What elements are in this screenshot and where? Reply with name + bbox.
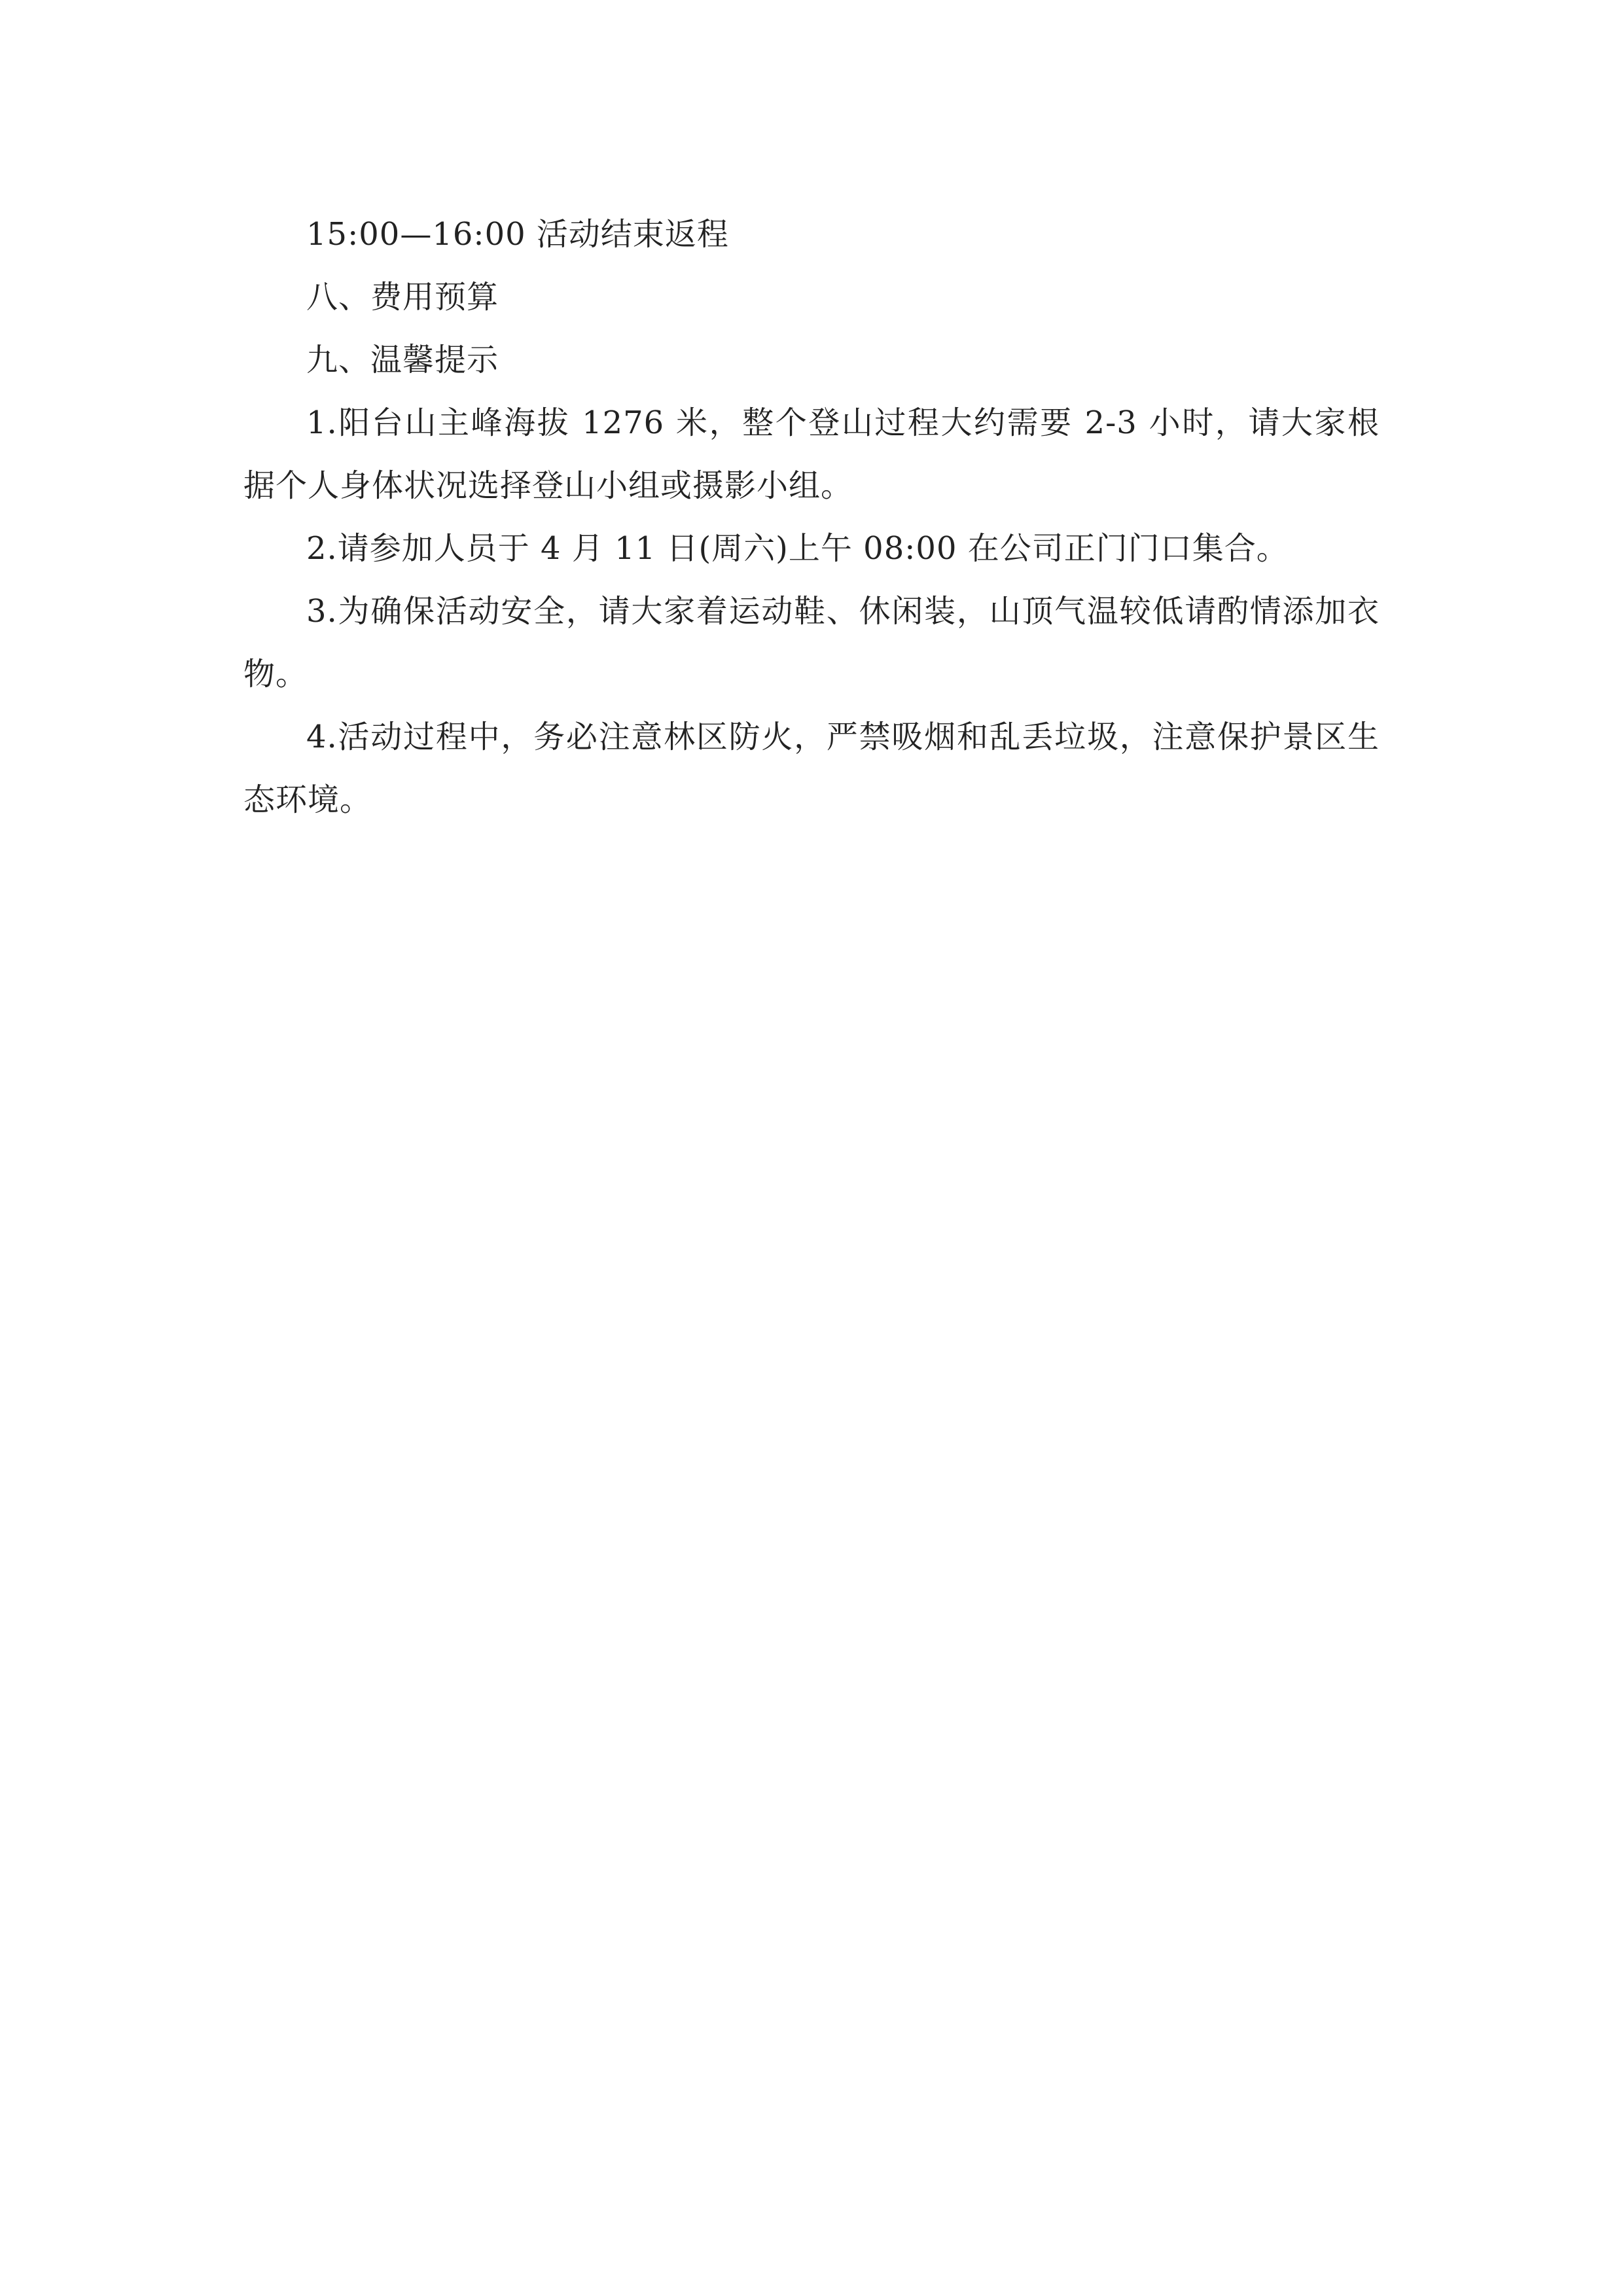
document-body xyxy=(243,203,1380,831)
schedule-end-line: 15:00—16:00 活动结束返程 xyxy=(306,216,729,253)
section-heading-budget: 八、费用预算 xyxy=(306,279,499,315)
tip-item-4: 4.活动过程中，务必注意林区防火，严禁吸烟和乱丢垃圾，注意保护景区生态环境。 xyxy=(243,719,1380,818)
tip-item-1: 1.阳台山主峰海拔 1276 米，整个登山过程大约需要 2-3 小时，请大家根据个人身体状况选择登山小组或摄影小组。 xyxy=(243,404,1380,504)
tip-item-3: 3.为确保活动安全，请大家着运动鞋、休闲装，山顶气温较低请酌情添加衣物。 xyxy=(243,593,1380,692)
tip-item-2: 2.请参加人员于 4 月 11 日(周六)上午 08:00 在公司正门门口集合。 xyxy=(306,530,1289,567)
section-heading-tips: 九、温馨提示 xyxy=(306,342,499,378)
